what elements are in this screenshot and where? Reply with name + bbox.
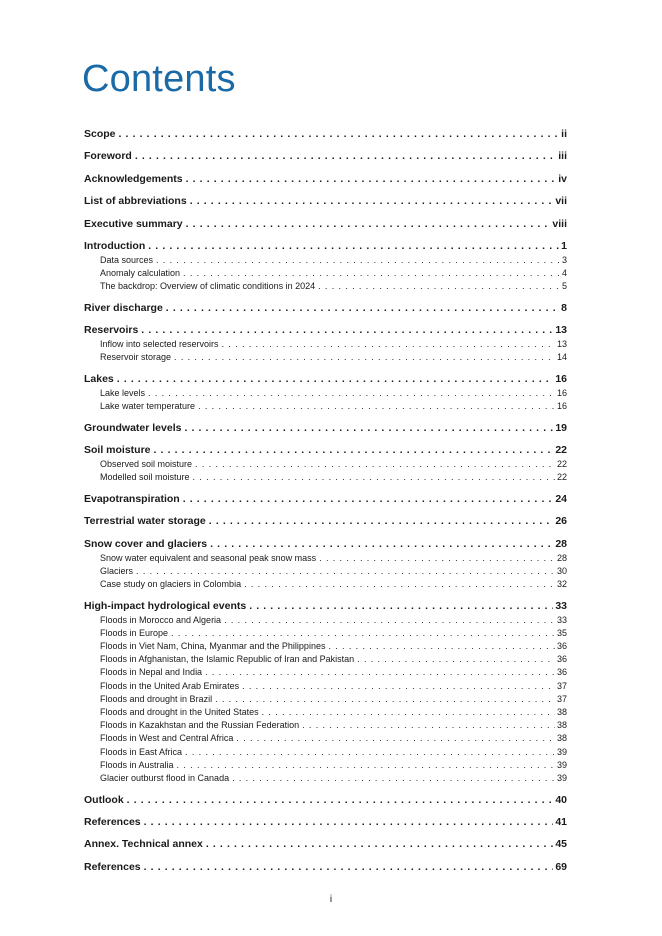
dot-leader [148, 387, 555, 400]
toc-entry-page: 5 [561, 281, 567, 292]
dot-leader [174, 351, 555, 364]
toc-subsection[interactable] [84, 627, 567, 640]
toc-section[interactable] [84, 836, 567, 852]
toc-section[interactable] [84, 322, 567, 338]
dot-leader [357, 653, 555, 666]
dot-leader [319, 552, 555, 565]
toc-subsection[interactable] [84, 387, 567, 400]
toc-entry-label: Glacier outburst flood in Canada [100, 772, 230, 783]
dot-leader [195, 458, 555, 471]
toc-subsection[interactable] [84, 351, 567, 364]
toc-entry-page: vii [555, 195, 567, 208]
toc-subsection[interactable] [84, 614, 567, 627]
toc-entry-label: Floods in West and Central Africa [100, 733, 234, 744]
toc-entry-page: 19 [555, 421, 567, 434]
toc-subsection[interactable] [84, 458, 567, 471]
page-number: i [329, 894, 333, 905]
dot-leader [209, 513, 554, 529]
dot-leader [242, 680, 555, 693]
dot-leader [186, 216, 551, 232]
toc-entry-label: Snow cover and glaciers [84, 537, 208, 550]
toc-subsection[interactable] [84, 640, 567, 653]
toc-entry-page: 69 [555, 860, 567, 873]
page-title: Contents [82, 58, 236, 100]
toc-subsection[interactable] [84, 693, 567, 706]
toc-entry-page: 38 [556, 720, 567, 731]
dot-leader [206, 836, 553, 852]
toc-entry-label: Case study on glaciers in Colombia [100, 579, 242, 590]
toc-entry-label: River discharge [84, 301, 163, 314]
toc-section[interactable] [84, 371, 567, 387]
toc-entry-label: Outlook [84, 793, 124, 806]
dot-leader [156, 254, 560, 267]
toc-entry-page: 36 [556, 667, 567, 678]
toc-entry-page: iv [558, 172, 567, 185]
dot-leader [302, 719, 555, 732]
toc-entry-label: High-impact hydrological events [84, 599, 247, 612]
toc-entry-label: Evapotranspiration [84, 492, 180, 505]
toc-entry-page: 22 [555, 444, 567, 457]
dot-leader [119, 126, 560, 142]
toc-entry-page: 32 [556, 579, 567, 590]
toc-subsection[interactable] [84, 267, 567, 280]
dot-leader [236, 732, 555, 745]
toc-section[interactable] [84, 216, 567, 232]
toc-entry-page: 14 [556, 352, 567, 363]
toc-subsection[interactable] [84, 552, 567, 565]
toc-entry-page: 36 [556, 641, 567, 652]
toc-entry-page: 35 [556, 627, 567, 638]
dot-leader [171, 627, 555, 640]
dot-leader [183, 491, 554, 507]
toc-entry-label: Floods and drought in Brazil [100, 693, 213, 704]
toc-entry-label: Floods in the United Arab Emirates [100, 680, 240, 691]
toc-entry-page: 40 [555, 793, 567, 806]
toc-entry-page: iii [558, 150, 567, 163]
dot-leader [136, 565, 555, 578]
dot-leader [318, 280, 560, 293]
toc-entry-label: Floods in Afghanistan, the Islamic Republic of Iran and Pakistan [100, 654, 355, 665]
toc-section[interactable] [84, 536, 567, 552]
toc-entry-page: 33 [556, 614, 567, 625]
toc-entry-label: Floods in East Africa [100, 746, 183, 757]
dot-leader [232, 772, 555, 785]
toc-entry-label: Annex. Technical annex [84, 838, 203, 851]
toc-entry-page: 38 [556, 707, 567, 718]
toc-entry-label: Reservoirs [84, 324, 139, 337]
toc-subsection[interactable] [84, 719, 567, 732]
dot-leader [262, 706, 555, 719]
dot-leader [135, 148, 556, 164]
toc-entry-label: Floods in Europe [100, 627, 169, 638]
toc-entry-label: Groundwater levels [84, 421, 182, 434]
toc-section[interactable] [84, 814, 567, 830]
toc-entry-page: 13 [556, 339, 567, 350]
dot-leader [177, 759, 555, 772]
dot-leader [144, 814, 554, 830]
dot-leader [249, 598, 553, 614]
toc-subsection[interactable] [84, 400, 567, 413]
dot-leader [193, 471, 555, 484]
dot-leader [186, 171, 557, 187]
dot-leader [183, 267, 560, 280]
toc-section[interactable] [84, 792, 567, 808]
dot-leader [148, 238, 559, 254]
toc-entry-label: Glaciers [100, 565, 134, 576]
toc-subsection[interactable] [84, 732, 567, 745]
dot-leader [141, 322, 553, 338]
toc-entry-label: References [84, 860, 141, 873]
dot-leader [198, 400, 555, 413]
toc-subsection[interactable] [84, 680, 567, 693]
toc-entry-label: Introduction [84, 239, 146, 252]
toc-section[interactable] [84, 442, 567, 458]
table-of-contents [84, 126, 567, 875]
toc-entry-page: 37 [556, 693, 567, 704]
toc-section[interactable] [84, 300, 567, 316]
toc-subsection[interactable] [84, 666, 567, 679]
toc-entry-label: The backdrop: Overview of climatic conditions in 2024 [100, 281, 316, 292]
toc-entry-label: Floods in Australia [100, 759, 174, 770]
toc-subsection[interactable] [84, 565, 567, 578]
toc-entry-label: Soil moisture [84, 444, 151, 457]
toc-section[interactable] [84, 859, 567, 875]
toc-entry-page: ii [561, 128, 567, 140]
toc-subsection[interactable] [84, 759, 567, 772]
toc-entry-label: Floods in Nepal and India [100, 667, 203, 678]
toc-subsection[interactable] [84, 772, 567, 785]
toc-entry-label: Snow water equivalent and seasonal peak snow mass [100, 552, 317, 563]
toc-entry-label: Scope [84, 128, 116, 140]
toc-section[interactable] [84, 420, 567, 436]
toc-entry-label: Lake levels [100, 388, 146, 399]
toc-subsection[interactable] [84, 746, 567, 759]
toc-section[interactable] [84, 193, 567, 209]
toc-entry-label: Executive summary [84, 217, 183, 230]
toc-subsection[interactable] [84, 471, 567, 484]
toc-section[interactable] [84, 513, 567, 529]
toc-section[interactable] [84, 171, 567, 187]
toc-subsection[interactable] [84, 653, 567, 666]
toc-section[interactable] [84, 148, 567, 164]
toc-entry-label: Lakes [84, 373, 114, 386]
toc-subsection[interactable] [84, 706, 567, 719]
toc-section[interactable] [84, 238, 567, 254]
toc-entry-page: viii [552, 217, 567, 230]
dot-leader [215, 693, 555, 706]
toc-entry-page: 28 [555, 537, 567, 550]
toc-entry-page: 28 [556, 552, 567, 563]
dot-leader [117, 371, 554, 387]
toc-entry-label: List of abbreviations [84, 195, 187, 208]
toc-entry-page: 22 [556, 459, 567, 470]
toc-entry-page: 39 [556, 772, 567, 783]
toc-entry-label: References [84, 815, 141, 828]
toc-entry-page: 36 [556, 654, 567, 665]
toc-entry-label: Anomaly calculation [100, 268, 181, 279]
toc-entry-label: Acknowledgements [84, 172, 183, 185]
toc-entry-page: 33 [555, 599, 567, 612]
toc-entry-page: 24 [555, 492, 567, 505]
dot-leader [144, 859, 554, 875]
toc-entry-label: Observed soil moisture [100, 459, 193, 470]
dot-leader [127, 792, 554, 808]
toc-entry-page: 41 [555, 815, 567, 828]
toc-entry-label: Foreword [84, 150, 132, 163]
toc-entry-page: 16 [555, 373, 567, 386]
toc-entry-label: Floods in Kazakhstan and the Russian Federation [100, 720, 300, 731]
dot-leader [244, 578, 555, 591]
toc-entry-label: Reservoir storage [100, 352, 172, 363]
toc-entry-page: 38 [556, 733, 567, 744]
toc-entry-page: 22 [556, 472, 567, 483]
dot-leader [166, 300, 559, 316]
toc-entry-label: Inflow into selected reservoirs [100, 339, 219, 350]
dot-leader [185, 746, 555, 759]
toc-entry-page: 8 [561, 301, 567, 314]
toc-entry-label: Modelled soil moisture [100, 472, 190, 483]
dot-leader [328, 640, 555, 653]
toc-entry-page: 37 [556, 680, 567, 691]
toc-entry-page: 16 [556, 388, 567, 399]
toc-entry-label: Terrestrial water storage [84, 515, 206, 528]
dot-leader [154, 442, 554, 458]
toc-entry-page: 3 [561, 254, 567, 265]
toc-section[interactable] [84, 491, 567, 507]
toc-section[interactable] [84, 598, 567, 614]
toc-entry-page: 45 [555, 838, 567, 851]
toc-entry-label: Data sources [100, 254, 154, 265]
toc-entry-page: 1 [561, 239, 567, 252]
toc-subsection[interactable] [84, 578, 567, 591]
dot-leader [205, 666, 555, 679]
toc-entry-page: 26 [555, 515, 567, 528]
dot-leader [210, 536, 553, 552]
dot-leader [224, 614, 555, 627]
toc-entry-page: 30 [556, 565, 567, 576]
toc-entry-label: Lake water temperature [100, 401, 196, 412]
toc-section[interactable] [84, 126, 567, 142]
toc-subsection[interactable] [84, 280, 567, 293]
toc-entry-page: 16 [556, 401, 567, 412]
dot-leader [184, 420, 553, 436]
toc-entry-page: 4 [561, 268, 567, 279]
dot-leader [222, 338, 555, 351]
dot-leader [190, 193, 554, 209]
toc-entry-page: 13 [555, 324, 567, 337]
toc-subsection[interactable] [84, 254, 567, 267]
toc-entry-label: Floods in Viet Nam, China, Myanmar and the Philippines [100, 641, 326, 652]
toc-entry-label: Floods and drought in the United States [100, 707, 259, 718]
toc-entry-page: 39 [556, 746, 567, 757]
toc-entry-label: Floods in Morocco and Algeria [100, 614, 222, 625]
toc-subsection[interactable] [84, 338, 567, 351]
toc-entry-page: 39 [556, 759, 567, 770]
